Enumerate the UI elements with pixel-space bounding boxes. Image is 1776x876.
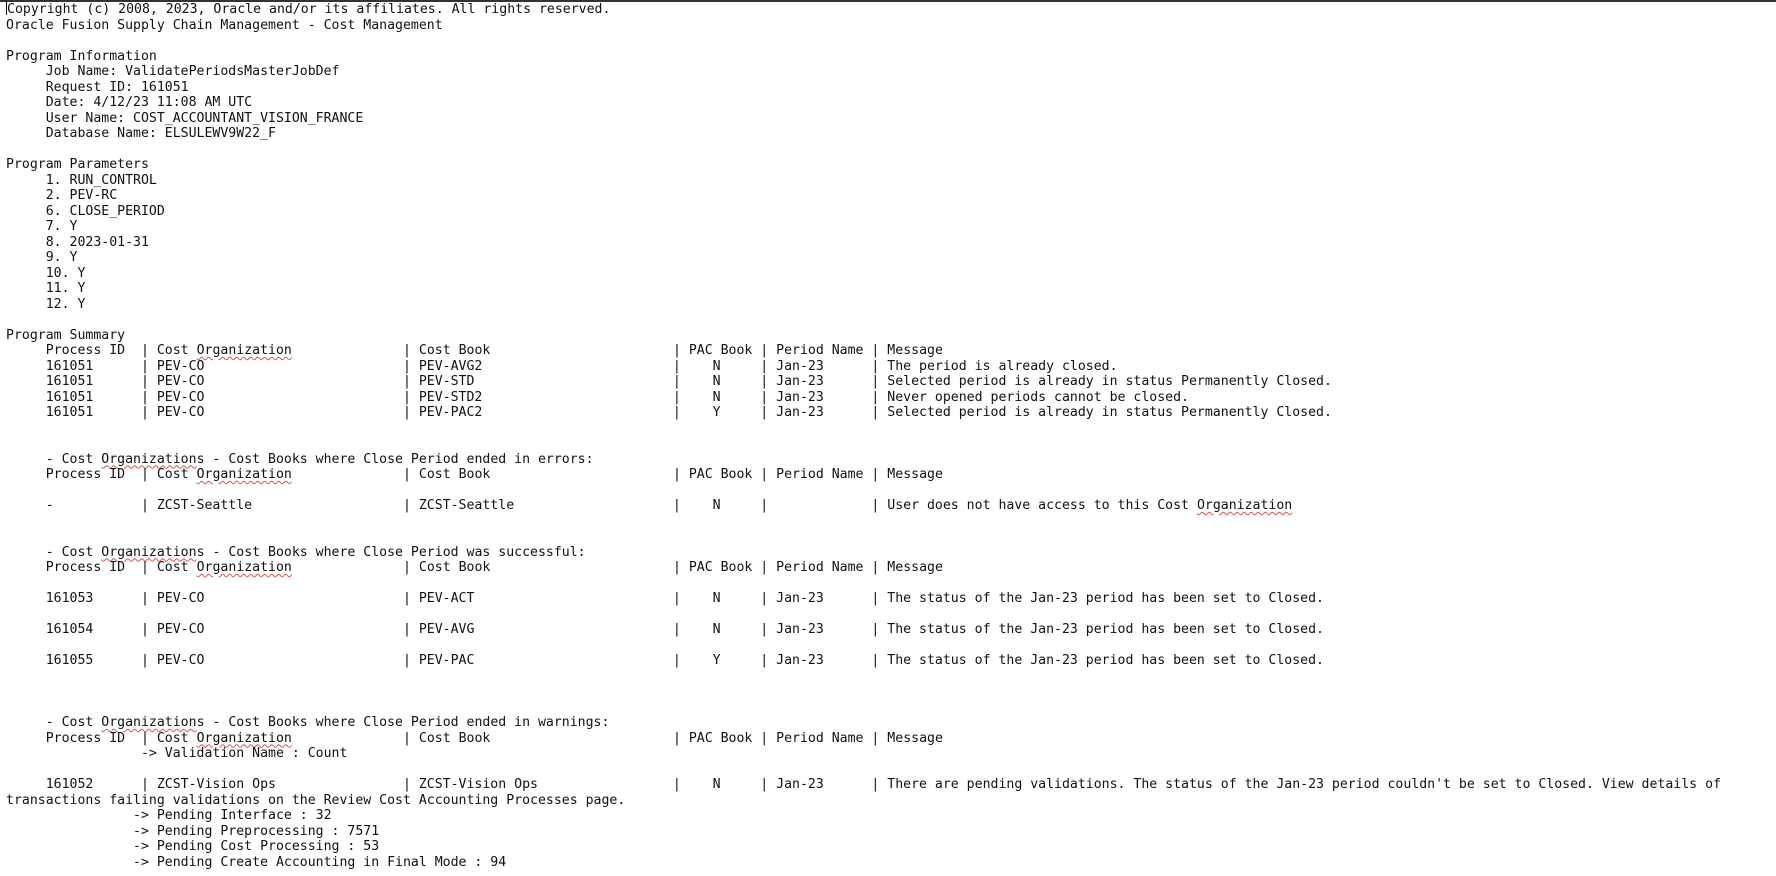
log-line: - Cost Organizations - Cost Books where Close Period ended in errors: [6, 451, 594, 467]
log-line [6, 762, 1721, 778]
log-line: Program Parameters [6, 157, 149, 172]
log-line [6, 483, 1721, 499]
log-line: User Name: COST_ACCOUNTANT_VISION_FRANCE [6, 110, 364, 126]
log-line: Program Summary [6, 327, 126, 343]
log-line: Request ID: 161051 [6, 79, 189, 95]
log-line: 12. Y [6, 296, 86, 312]
log-line: - Cost Organizations - Cost Books where Close Period was successful: [6, 544, 586, 560]
log-line: 11. Y [6, 281, 86, 296]
log-line: 6. CLOSE_PERIOD [6, 203, 165, 219]
spellcheck-underline: Organization [101, 451, 197, 467]
log-line [6, 436, 1721, 452]
log-line [6, 700, 1721, 716]
log-line [6, 142, 1721, 158]
spellcheck-underline: Organization [1196, 498, 1293, 513]
log-line: -> Pending Interface : 32 [6, 808, 332, 823]
log-line: 161054 | PEV-CO | PEV-AVG | N | Jan-23 | The status of the Jan-23 period has been set to Closed. [6, 622, 1324, 637]
log-line: 9. Y [6, 250, 78, 265]
log-line: 161052 | ZCST-Vision Ops | ZCST-Vision Ops | N | Jan-23 | There are pending validations. The status of the Jan-23 period couldn't be set to Closed. View details of [6, 777, 1721, 792]
log-line: 161051 | PEV-CO | PEV-STD | N | Jan-23 | Selected period is already in status Permanently Closed. [6, 374, 1332, 389]
spellcheck-underline: Organization [196, 730, 292, 746]
log-line: 10. Y [6, 265, 86, 281]
log-line: Oracle Fusion Supply Chain Management - Cost Management [6, 17, 443, 33]
log-line [6, 529, 1721, 545]
log-line: - Cost Organizations - Cost Books where Close Period ended in warnings: [6, 715, 610, 730]
log-line [6, 669, 1721, 685]
log-line: - | ZCST-Seattle | ZCST-Seattle | N | | User does not have access to this Cost Organization [6, 498, 1293, 513]
log-line: 7. Y [6, 219, 78, 234]
log-line [6, 607, 1721, 623]
log-line [6, 33, 1721, 49]
log-line: Program Information [6, 48, 157, 64]
log-line: Process ID | Cost Organization | Cost Book | PAC Book | Period Name | Message [6, 730, 943, 746]
log-line: -> Pending Create Accounting in Final Mode : 94 [6, 854, 507, 870]
log-line: Process ID | Cost Organization | Cost Book | PAC Book | Period Name | Message [6, 467, 943, 482]
log-line: 161055 | PEV-CO | PEV-PAC | Y | Jan-23 | The status of the Jan-23 period has been set to Closed. [6, 653, 1324, 668]
log-line: 161053 | PEV-CO | PEV-ACT | N | Jan-23 | The status of the Jan-23 period has been set to Closed. [6, 591, 1324, 606]
log-line: Process ID | Cost Organization | Cost Book | PAC Book | Period Name | Message [6, 343, 943, 358]
spellcheck-underline: Organization [101, 544, 197, 560]
spellcheck-underline: Organization [101, 715, 197, 730]
log-text-document[interactable] [6, 2, 1721, 870]
log-line [6, 312, 1721, 328]
log-line: Database Name: ELSULEWV9W22_F [6, 126, 276, 141]
log-line [6, 514, 1721, 530]
spellcheck-underline: Organization [196, 560, 292, 575]
log-line: 2. PEV-RC [6, 188, 118, 203]
log-line: Date: 4/12/23 11:08 AM UTC [6, 95, 253, 110]
log-line [6, 638, 1721, 654]
log-line: 161051 | PEV-CO | PEV-PAC2 | Y | Jan-23 | Selected period is already in status Permanently Closed. [6, 405, 1332, 420]
log-line [6, 684, 1721, 700]
log-line: Job Name: ValidatePeriodsMasterJobDef [6, 64, 340, 79]
log-line: transactions failing validations on the Review Cost Accounting Processes page. [6, 792, 626, 808]
log-line: Process ID | Cost Organization | Cost Book | PAC Book | Period Name | Message [6, 560, 943, 575]
log-line: 161051 | PEV-CO | PEV-AVG2 | N | Jan-23 | The period is already closed. [6, 358, 1118, 374]
log-line: -> Validation Name : Count [6, 746, 348, 761]
log-line: 161051 | PEV-CO | PEV-STD2 | N | Jan-23 | Never opened periods cannot be closed. [6, 389, 1189, 405]
log-line: 8. 2023-01-31 [6, 234, 149, 250]
log-line [6, 576, 1721, 592]
spellcheck-underline: Organization [196, 343, 292, 358]
log-line [6, 421, 1721, 437]
log-line: -> Pending Preprocessing : 7571 [6, 823, 380, 839]
log-line: 1. RUN_CONTROL [6, 172, 157, 188]
log-line: Copyright (c) 2008, 2023, Oracle and/or its affiliates. All rights reserved. [7, 2, 611, 17]
text-cursor [6, 2, 7, 15]
log-line: -> Pending Cost Processing : 53 [6, 839, 380, 854]
spellcheck-underline: Organization [196, 467, 292, 482]
